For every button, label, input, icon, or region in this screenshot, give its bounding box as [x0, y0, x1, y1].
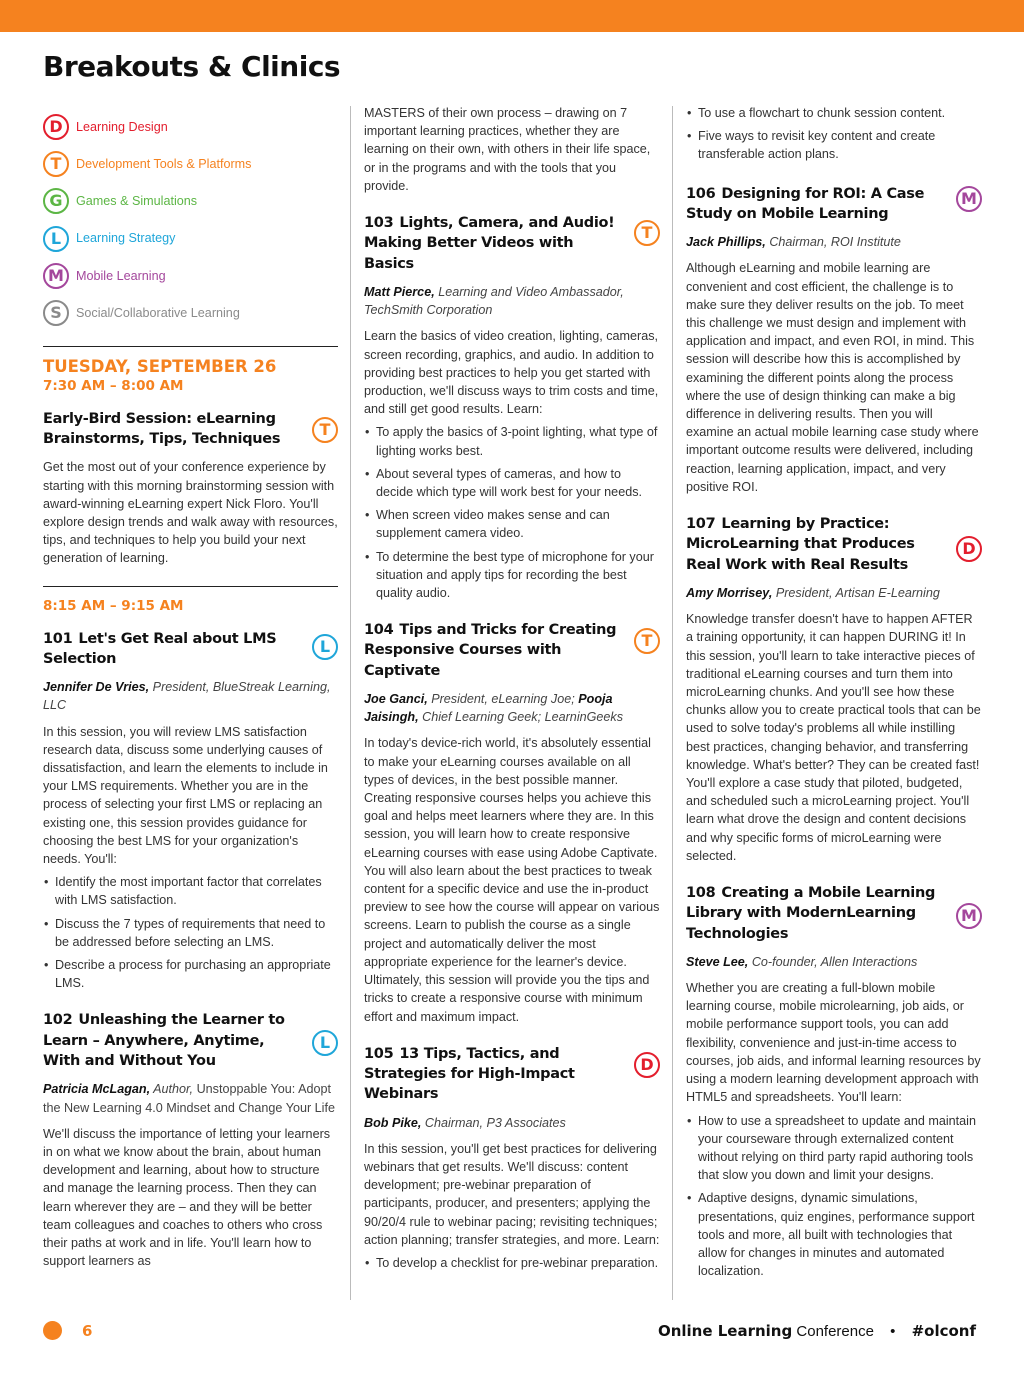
session-early-bird: [43, 409, 338, 568]
list-item: • To use a flowchart to chunk session content.: [686, 104, 982, 122]
page-marker-dot: [43, 1321, 62, 1340]
strategy-track-icon: L: [312, 1030, 338, 1056]
footer-brand: Online Learning: [657, 1322, 793, 1340]
session-description: Knowledge transfer doesn't have to happen AFTER a training opportunity, it can happen DURING it! In this session, you'll learn to take interactive pieces of traditional eLearning courses and turn them into microLearning chunks. And you'll see how these chunks allow you to create practical tools that can be used to solve today's problems all while instilling best practices, changing behavior, and transferring knowledge. What's better? They can be created fast! You'll explore a case study that piloted, budgeted, and scheduled such a microLearning project. You'll learn what drove the design and content decisions and why specific forms of microLearning were selected.: [686, 612, 981, 863]
session-title: 107 Learning by Practice: MicroLearning that Produces Real Work with Real Results: [686, 516, 915, 573]
session-bullets: [686, 1112, 982, 1281]
design-track-icon: D: [634, 1052, 660, 1078]
mobile-track-icon: M: [956, 186, 982, 212]
session-speaker: Jennifer De Vries, President, BlueStreak Learning, LLC: [43, 680, 331, 713]
legend-label: Mobile Learning: [76, 268, 166, 283]
session-107: [686, 514, 982, 865]
list-item: • To develop a checklist for pre-webinar preparation.: [364, 1254, 660, 1272]
session-title: Early-Bird Session: eLearning Brainstorms, Tips, Techniques: [43, 410, 281, 448]
legend-item-strategy: [43, 220, 338, 257]
session-102: [43, 1010, 338, 1270]
list-item: • Describe a process for purchasing an appropriate LMS.: [43, 956, 338, 992]
tools-track-icon: T: [634, 628, 660, 654]
session-108: [686, 883, 982, 1280]
session-bullets-continued: [686, 104, 982, 164]
footer-branding: [658, 1322, 976, 1340]
legend-item-social: [43, 294, 338, 331]
list-item: • Adaptive designs, dynamic simulations, presentations, quiz engines, performance support tools and more, all built with technologies that allow for changes in minutes and automated localization.: [686, 1189, 982, 1280]
session-bullets: [43, 873, 338, 992]
session-title: 102 Unleashing the Learner to Learn – Anywhere, Anytime, With and Without You: [43, 1012, 285, 1070]
design-track-icon: D: [956, 536, 982, 562]
legend-label: Learning Strategy: [76, 231, 176, 246]
tools-track-icon: T: [634, 220, 660, 246]
design-track-icon: D: [43, 114, 69, 140]
top-color-bar: [0, 0, 1024, 32]
session-description: In this session, you'll get best practices for delivering webinars that get results. We'll discuss: content development; pre-webinar preparation of participants, producer, and presenters; applying the 90/20/4 rule to webinar pacing; revisiting techniques; action planning; transfer strategies, and more. Learn:: [364, 1141, 660, 1247]
mobile-track-icon: M: [43, 263, 69, 289]
legend-label: Learning Design: [76, 119, 168, 134]
session-speaker: Jack Phillips, Chairman, ROI Institute: [686, 235, 901, 250]
list-item: • To apply the basics of 3-point lighting, what type of lighting works best.: [364, 423, 660, 459]
section-rule: [43, 346, 338, 347]
session-101: [43, 629, 338, 993]
mobile-track-icon: M: [956, 903, 982, 929]
session-bullets: [364, 1254, 660, 1272]
legend-label: Social/Collaborative Learning: [76, 306, 240, 321]
track-legend: [43, 108, 338, 332]
column-2: [364, 104, 660, 1290]
list-item: • Five ways to revisit key content and create transferable action plans.: [686, 127, 982, 163]
legend-item-tools: [43, 145, 338, 182]
legend-item-mobile: [43, 257, 338, 294]
session-104: [364, 620, 660, 1026]
page-title: Breakouts & Clinics: [43, 50, 341, 83]
session-speaker: Matt Pierce, Learning and Video Ambassador, TechSmith Corporation: [364, 284, 624, 318]
section-rule: [43, 586, 338, 587]
session-speaker: Amy Morrisey, President, Artisan E-Learning: [686, 585, 940, 600]
session-title: 105 13 Tips, Tactics, and Strategies for High-Impact Webinars: [364, 1045, 575, 1103]
column-1: [43, 104, 338, 1288]
footer-conference: Conference: [796, 1323, 874, 1340]
strategy-track-icon: L: [312, 634, 338, 660]
time-slot-heading: 8:15 AM – 9:15 AM: [43, 597, 184, 614]
session-speaker: Patricia McLagan, Author, Unstoppable You: Adopt the New Learning 4.0 Mindset and Change Your Life: [43, 1082, 335, 1115]
column-divider: [350, 106, 351, 1300]
session-description: Whether you are creating a full-blown mobile learning course, mobile microlearning, job aids, or mobile performance support tools, you can add flexibility, convenience and just-in-time access to courses, job aids, and informal learning resources by using a modern learning development approach with HTML5 and spreadsheets. You'll learn:: [686, 981, 981, 1105]
session-speaker: Steve Lee, Co-founder, Allen Interactions: [686, 954, 918, 969]
footer-hashtag: #olconf: [911, 1322, 976, 1340]
time-slot-heading: 7:30 AM – 8:00 AM: [43, 377, 184, 394]
session-103: [364, 213, 660, 602]
legend-item-design: [43, 108, 338, 145]
session-description: Get the most out of your conference experience by starting with this morning brainstorming session with award-winning eLearning expert Nick Floro. You'll explore design trends and walk away with resources, tips, and techniques to help you build your next generation of learning.: [43, 460, 338, 566]
session-speaker: Bob Pike, Chairman, P3 Associates: [364, 1115, 566, 1130]
page-number: 6: [82, 1322, 93, 1340]
session-description: We'll discuss the importance of letting your learners in on what we know about the brain, about human development and learning, about how to structure and manage the learning process. Then they can learn wherever they are – and they will be better team colleagues and coaches to others who cross their paths at work and in life. You'll learn how to support learners as: [43, 1126, 331, 1269]
social-track-icon: S: [43, 300, 69, 326]
column-3: [686, 104, 982, 1298]
session-title: 104 Tips and Tricks for Creating Responsive Courses with Captivate: [364, 622, 617, 679]
session-106: [686, 184, 982, 496]
legend-label: Development Tools & Platforms: [76, 156, 252, 171]
legend-item-games: [43, 183, 338, 220]
list-item: • Identify the most important factor that correlates with LMS satisfaction.: [43, 873, 338, 909]
footer-separator: •: [890, 1323, 896, 1340]
list-item: • Discuss the 7 types of requirements that need to be addressed before selecting an LMS.: [43, 915, 338, 951]
session-title: 106 Designing for ROI: A Case Study on Mobile Learning: [686, 185, 925, 222]
list-item: • When screen video makes sense and can supplement camera video.: [364, 506, 660, 542]
tools-track-icon: T: [312, 417, 338, 443]
column-divider: [672, 106, 673, 1300]
tools-track-icon: T: [43, 151, 69, 177]
legend-label: Games & Simulations: [76, 194, 198, 209]
session-title: 103 Lights, Camera, and Audio! Making Better Videos with Basics: [364, 215, 615, 272]
session-description-continued: MASTERS of their own process – drawing on 7 important learning practices, whether they are learning on their own, with others in their life space, or in the programs and with the tools that you provide.: [364, 106, 651, 193]
session-description: Learn the basics of video creation, lighting, cameras, screen recording, graphics, and audio. In addition to providing best practices to help you get started with production, we'll discuss ways to trim costs and time, and still get good results. Learn:: [364, 329, 659, 417]
session-speaker: Joe Ganci, President, eLearning Joe; Pooja Jaisingh, Chief Learning Geek; LearninGeeks: [364, 692, 624, 725]
list-item: • About several types of cameras, and how to decide which type will work best for your needs.: [364, 465, 660, 501]
list-item: • To determine the best type of microphone for your situation and apply tips for recording the best quality audio.: [364, 548, 660, 603]
session-description: Although eLearning and mobile learning are convenient and cost efficient, the challenge is to make sure they deliver results on the job. To meet this challenge we must design and implement with application and impact, and even ROI, in mind. This session will describe how this is accomplished by examining the different points along the process where the use of design thinking can make a big difference in delivering results. Then you will examine an actual mobile learning case study where important outcome results were delivered, including reaction, learning application, impact, and very positive ROI.: [686, 261, 979, 494]
session-105: [364, 1044, 660, 1273]
day-heading: TUESDAY, SEPTEMBER 26: [43, 356, 277, 376]
session-bullets: [364, 423, 660, 602]
session-description: In today's device-rich world, it's absolutely essential to make your eLearning courses available on all types of devices, in the best possible manner. Creating responsive courses helps you achieve this goal and helps meet learners where they are. In this session, you will learn how to create responsive eLearning courses with ease using Adobe Captivate. You will also learn about the best practices to tweak content for a specific device and use the in-product preview to see how the course will appear on various screens. Learn to publish the course as a single project and automatically deliver the most appropriate experience for the learner's device. Ultimately, this session will provide you the tips and tricks to create a responsive course with minimum effort and maximum impact.: [364, 736, 660, 1024]
list-item: • How to use a spreadsheet to update and maintain your courseware through externalized content without relying on third party rapid authoring tools that slow you down and limit your designs.: [686, 1112, 982, 1185]
games-track-icon: G: [43, 188, 69, 214]
session-title: 101 Let's Get Real about LMS Selection: [43, 630, 277, 667]
session-description: In this session, you will review LMS satisfaction research data, discuss some underlying causes of dissatisfaction, and learn the elements to include in your LMS requirements. Whether you are in the process of selecting your first LMS or replacing an existing one, this session provides guidance for choosing the best LMS for your organization's needs. You'll:: [43, 724, 328, 867]
session-title: 108 Creating a Mobile Learning Library with ModernLearning Technologies: [686, 884, 936, 942]
strategy-track-icon: L: [43, 226, 69, 252]
